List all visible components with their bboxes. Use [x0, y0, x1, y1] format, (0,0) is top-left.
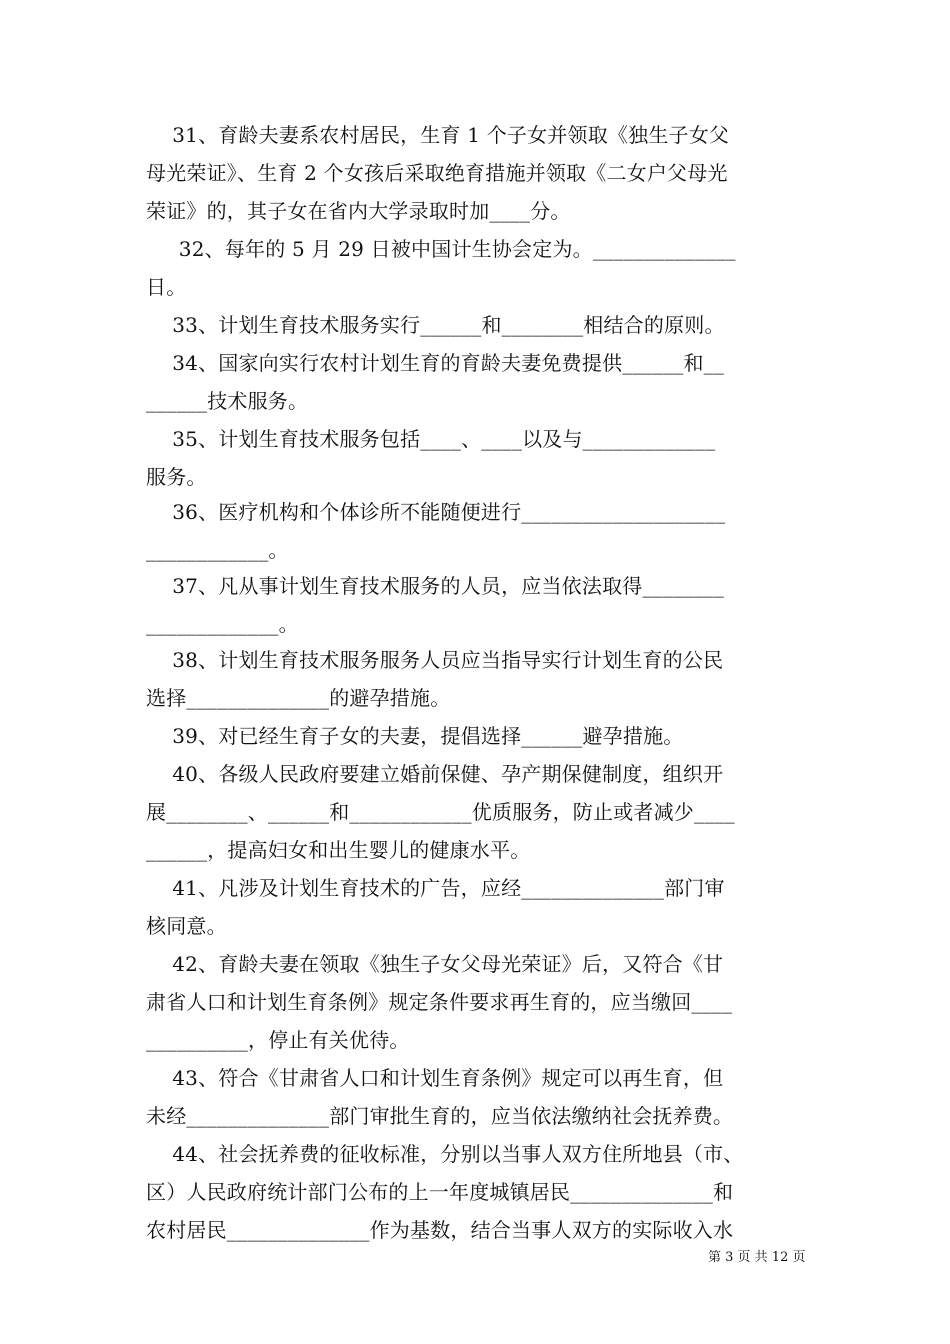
text-line: 肃省人口和计划生育条例》规定条件要求再生育的，应当缴回____: [146, 990, 733, 1014]
text-line: ______，提高妇女和出生婴儿的健康水平。: [146, 838, 531, 862]
text-line: 38、计划生育技术服务服务人员应当指导实行计划生育的公民: [146, 648, 724, 672]
text-line: 母光荣证》、生育 2 个女孩后采取绝育措施并领取《二女户父母光: [146, 161, 728, 185]
text-line: 36、医疗机构和个体诊所不能随便进行____________________: [146, 500, 726, 524]
text-line: __________，停止有关优待。: [146, 1028, 410, 1052]
text-line: 荣证》的，其子女在省内大学录取时加____分。: [146, 199, 571, 223]
text-line: 33、计划生育技术服务实行______和________相结合的原则。: [146, 313, 725, 337]
text-line: 展________、______和____________优质服务，防止或者减少____: [146, 800, 735, 824]
text-line: 34、国家向实行农村计划生育的育龄夫妻免费提供______和__: [146, 351, 725, 375]
page-number-footer: 第 3 页 共 12 页: [708, 1250, 806, 1265]
text-line: 43、符合《甘肃省人口和计划生育条例》规定可以再生育，但: [146, 1066, 724, 1090]
text-line: 未经______________部门审批生育的，应当依法缴纳社会抚养费。: [146, 1104, 734, 1128]
text-line: 选择______________的避孕措施。: [146, 686, 451, 710]
text-line: 区）人民政府统计部门公布的上一年度城镇居民______________和: [146, 1180, 734, 1204]
text-line: 核同意。: [146, 914, 227, 938]
text-line: ____________。: [146, 538, 289, 562]
text-line: 31、育龄夫妻系农村居民，生育 1 个子女并领取《独生子女父: [146, 123, 730, 147]
text-line: 44、社会抚养费的征收标准，分别以当事人双方住所地县（市、: [146, 1142, 744, 1166]
text-line: 日。: [146, 275, 187, 299]
text-line: 41、凡涉及计划生育技术的广告，应经______________部门审: [146, 876, 725, 900]
text-line: 40、各级人民政府要建立婚前保健、孕产期保健制度，组织开: [146, 762, 724, 786]
text-line: _____________。: [146, 612, 299, 636]
text-line: 39、对已经生育子女的夫妻，提倡选择______避孕措施。: [146, 724, 684, 748]
text-line: 32、每年的 5 月 29 日被中国计生协会定为。______________: [146, 237, 736, 261]
text-line: ______技术服务。: [146, 389, 309, 413]
text-line: 35、计划生育技术服务包括____、____以及与_____________: [146, 427, 716, 451]
text-line: 农村居民______________作为基数，结合当事人双方的实际收入水: [146, 1218, 734, 1242]
text-line: 37、凡从事计划生育技术服务的人员，应当依法取得________: [146, 574, 725, 598]
text-line: 42、育龄夫妻在领取《独生子女父母光荣证》后，又符合《甘: [146, 952, 724, 976]
text-line: 服务。: [146, 465, 207, 489]
